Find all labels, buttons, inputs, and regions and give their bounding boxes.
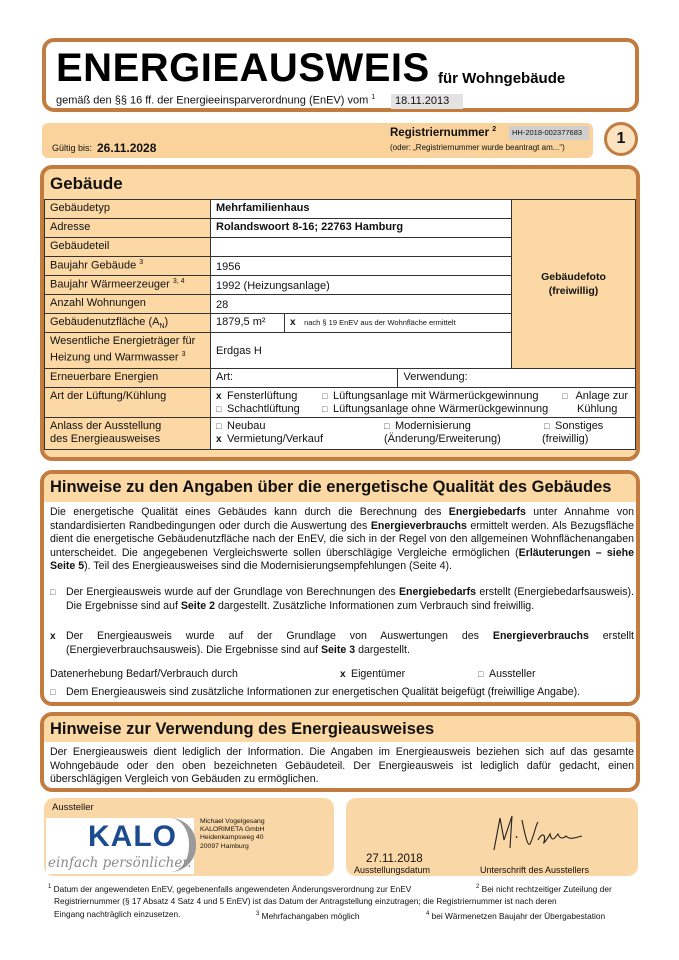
signature-box xyxy=(346,798,638,876)
checkbox-icon[interactable]: □ xyxy=(50,587,56,597)
issuer-address: Michael Vogelgesang KALORIMETA GmbH Heidenkampsweg 40 20097 Hamburg xyxy=(200,818,265,850)
row-label: Baujahr Wärmeerzeuger $^{3, 4}$ xyxy=(45,276,211,295)
footnote-ref: 1 xyxy=(371,94,376,101)
registry-number-label: Registriernummer $^2$ xyxy=(390,126,497,139)
row-label: Anzahl Wohnungen xyxy=(45,295,211,314)
building-section xyxy=(40,165,640,461)
year-building-field[interactable]: 1956 xyxy=(211,257,512,276)
checkbox-icon[interactable]: □ xyxy=(216,421,222,432)
kalo-logo: KALO einfach persönlicher. xyxy=(46,818,194,874)
data-collection-row xyxy=(50,668,634,682)
building-type-field[interactable]: Mehrfamilienhaus xyxy=(211,200,512,219)
issue-date: 27.11.2018 xyxy=(366,853,423,865)
enev-date-field[interactable]: 18.11.2013 xyxy=(391,94,463,109)
usage-text: Der Energieausweis dient lediglich der Information. Die Angaben im Energieausweis beziehen sich auf das gesamte Wohngebäude oder den oben bezeichneten Gebäudeteil. Der Energieausweis ist lediglich dafür gedacht, einen überschlägigen Vergleich von Gebäuden zu ermöglichen. xyxy=(50,746,634,785)
document-subtitle: für Wohngebäude xyxy=(438,70,566,87)
footnote-line-1: $^1$ Datum der angewendeten EnEV, gegebenenfalls angewendeten Änderungsverordnung zur EnEV $^2$ Bei nicht rechtzeitiger Zuteilung der xyxy=(48,883,612,894)
owner-option: x Eigentümer xyxy=(340,668,406,680)
registry-note: (oder: „Registriernummer wurde beantragt am...“) xyxy=(390,143,565,152)
checkbox-icon[interactable]: □ xyxy=(216,404,222,415)
valid-until-label: Gültig bis: xyxy=(52,143,93,153)
checkbox-icon[interactable]: □ xyxy=(478,669,484,679)
renewables-type-field[interactable]: Art: xyxy=(211,369,398,388)
ventilation-options: x Fensterlüftung □ Lüftungsanlage mit Wärmerückgewinnung □ Anlage zur □ Schachtlüftung □ Lüftungsanlage ohne Wärmerückgewinnung Kühlung xyxy=(211,388,636,418)
row-label: Art der Lüftung/Kühlung xyxy=(45,388,211,418)
row-label: Anlass der Ausstellung des Energieausweises xyxy=(45,418,211,450)
checkbox-checked-icon[interactable]: x xyxy=(216,391,222,403)
registry-strip xyxy=(42,123,593,158)
row-label: Gebäudetyp xyxy=(45,200,211,219)
signature-label: Unterschrift des Ausstellers xyxy=(480,865,590,875)
checkbox-checked-icon[interactable]: x xyxy=(50,631,56,642)
page-number-badge: 1 xyxy=(604,122,638,156)
law-text: gemäß den §§ 16 ff. der Energieeinsparverordnung (EnEV) vom xyxy=(56,94,369,107)
footnote-line-2: Registriernummer (§ 17 Absatz 4 Satz 4 und 5 EnEV) ist das Datum der Antragstellung einzutragen; die Registriernummer ist nach deren xyxy=(54,896,557,907)
issuer-option: □ Aussteller xyxy=(478,668,536,680)
table-row xyxy=(45,388,636,418)
year-heater-field[interactable]: 1992 (Heizungsanlage) xyxy=(211,276,512,295)
row-label: Gebäudeteil xyxy=(45,238,211,257)
row-label: Baujahr Gebäude $^3$ xyxy=(45,257,211,276)
additional-info-row: □ Dem Energieausweis sind zusätzliche Informationen zur energetischen Qualität beigefügt (freiwillige Angabe). xyxy=(50,686,581,698)
row-label: Erneuerbare Energien xyxy=(45,369,211,388)
registry-number-field[interactable]: HH-2018-002377683 xyxy=(509,126,589,140)
checkbox-icon[interactable]: □ xyxy=(562,391,568,402)
checkbox-icon[interactable]: □ xyxy=(384,421,390,432)
option-consumption-certificate: x Der Energieausweis wurde auf der Grundlage von Auswertungen des Energieverbrauchs erstellt (Energieverbrauchsausweis). Die Ergebnisse sind auf Seite 3 dargestellt. xyxy=(50,630,634,656)
checkbox-icon[interactable]: □ xyxy=(544,421,550,432)
usable-area-field[interactable]: 1879,5 m² xyxy=(211,314,285,333)
apartments-field[interactable]: 28 xyxy=(211,295,512,314)
section-header xyxy=(44,716,636,742)
title-box xyxy=(42,38,639,112)
row-label: Wesentliche Energieträger für Heizung und Warmwasser $^3$ xyxy=(45,333,211,369)
checkbox-icon[interactable]: □ xyxy=(322,404,328,415)
footnote-line-3: Eingang nachträglich einzusetzen. $^3$ Mehrfachangaben möglich $^4$ bei Wärmenetzen Baujahr der Übergabestation xyxy=(54,908,606,921)
row-label: Gebäudenutzfläche $(A_N)$ xyxy=(45,314,211,333)
section-title: Hinweise zu den Angaben über die energetische Qualität des Gebäudes xyxy=(50,478,612,496)
issuer-label: Aussteller xyxy=(52,802,94,813)
issuer-box xyxy=(44,798,334,876)
building-photo-placeholder[interactable]: Gebäudefoto (freiwillig) xyxy=(512,200,636,369)
notes-intro-text: Die energetische Qualität eines Gebäudes kann durch die Berechnung des Energiebedarfs unter Annahme von standardisierten Randbedingungen oder durch die Auswertung des Energieverbrauchs ermittelt werden. Als Bezugsfläche dient die energetische Gebäudenutzfläche nach der EnEV, die sich in der Regel von den allgemeinen Wohnflächenangaben unterscheidet. Die angegebenen Vergleichswerte sollen überschlägige Vergleiche ermöglichen (Erläuterungen – siehe Seite 5). Teil des Energieausweises sind die Modernisierungsempfehlungen (Seite 4). xyxy=(50,506,634,572)
table-row xyxy=(45,369,636,388)
usable-area-method: x nach § 19 EnEV aus der Wohnfläche ermittelt xyxy=(285,314,512,333)
building-table xyxy=(44,199,636,450)
valid-until-date: 26.11.2028 xyxy=(97,141,157,155)
footnotes xyxy=(48,881,638,920)
issue-date-label: Ausstellungsdatum xyxy=(354,865,431,875)
section-title: Hinweise zur Verwendung des Energieausweises xyxy=(50,720,435,738)
law-reference xyxy=(56,94,375,107)
checkbox-icon[interactable]: □ xyxy=(322,391,328,402)
reason-options: □ Neubau □ Modernisierung □ Sonstiges x Vermietung/Verkauf (Änderung/Erweiterung) (freiwillig) xyxy=(211,418,636,450)
table-row xyxy=(45,200,636,219)
checkbox-checked-icon[interactable]: x xyxy=(216,433,222,445)
checkbox-icon[interactable]: □ xyxy=(50,687,56,697)
address-field[interactable]: Rolandswoort 8-16; 22763 Hamburg xyxy=(211,219,512,238)
checkbox-checked-icon[interactable]: x xyxy=(290,317,296,328)
signature-icon xyxy=(486,810,586,856)
document-title: ENERGIEAUSWEIS xyxy=(56,46,430,90)
checkbox-checked-icon[interactable]: x xyxy=(340,669,346,680)
option-demand-certificate: □ Der Energieausweis wurde auf der Grundlage von Berechnungen des Energiebedarfs erstellt (Energiebedarfsausweis). Die Ergebnisse sind auf Seite 2 dargestellt. Zusätzliche Informationen zum Verbrauch sind freiwillig. xyxy=(50,586,634,612)
section-header xyxy=(44,474,636,502)
usage-section xyxy=(40,712,640,792)
section-title: Gebäude xyxy=(50,174,123,193)
building-part-field[interactable] xyxy=(211,238,512,257)
energy-carrier-field[interactable]: Erdgas H xyxy=(211,333,512,369)
data-collection-label: Datenerhebung Bedarf/Verbrauch durch xyxy=(50,668,238,680)
row-label: Adresse xyxy=(45,219,211,238)
renewables-use-field[interactable]: Verwendung: xyxy=(398,369,636,388)
notes-section xyxy=(40,470,640,706)
table-row xyxy=(45,418,636,450)
